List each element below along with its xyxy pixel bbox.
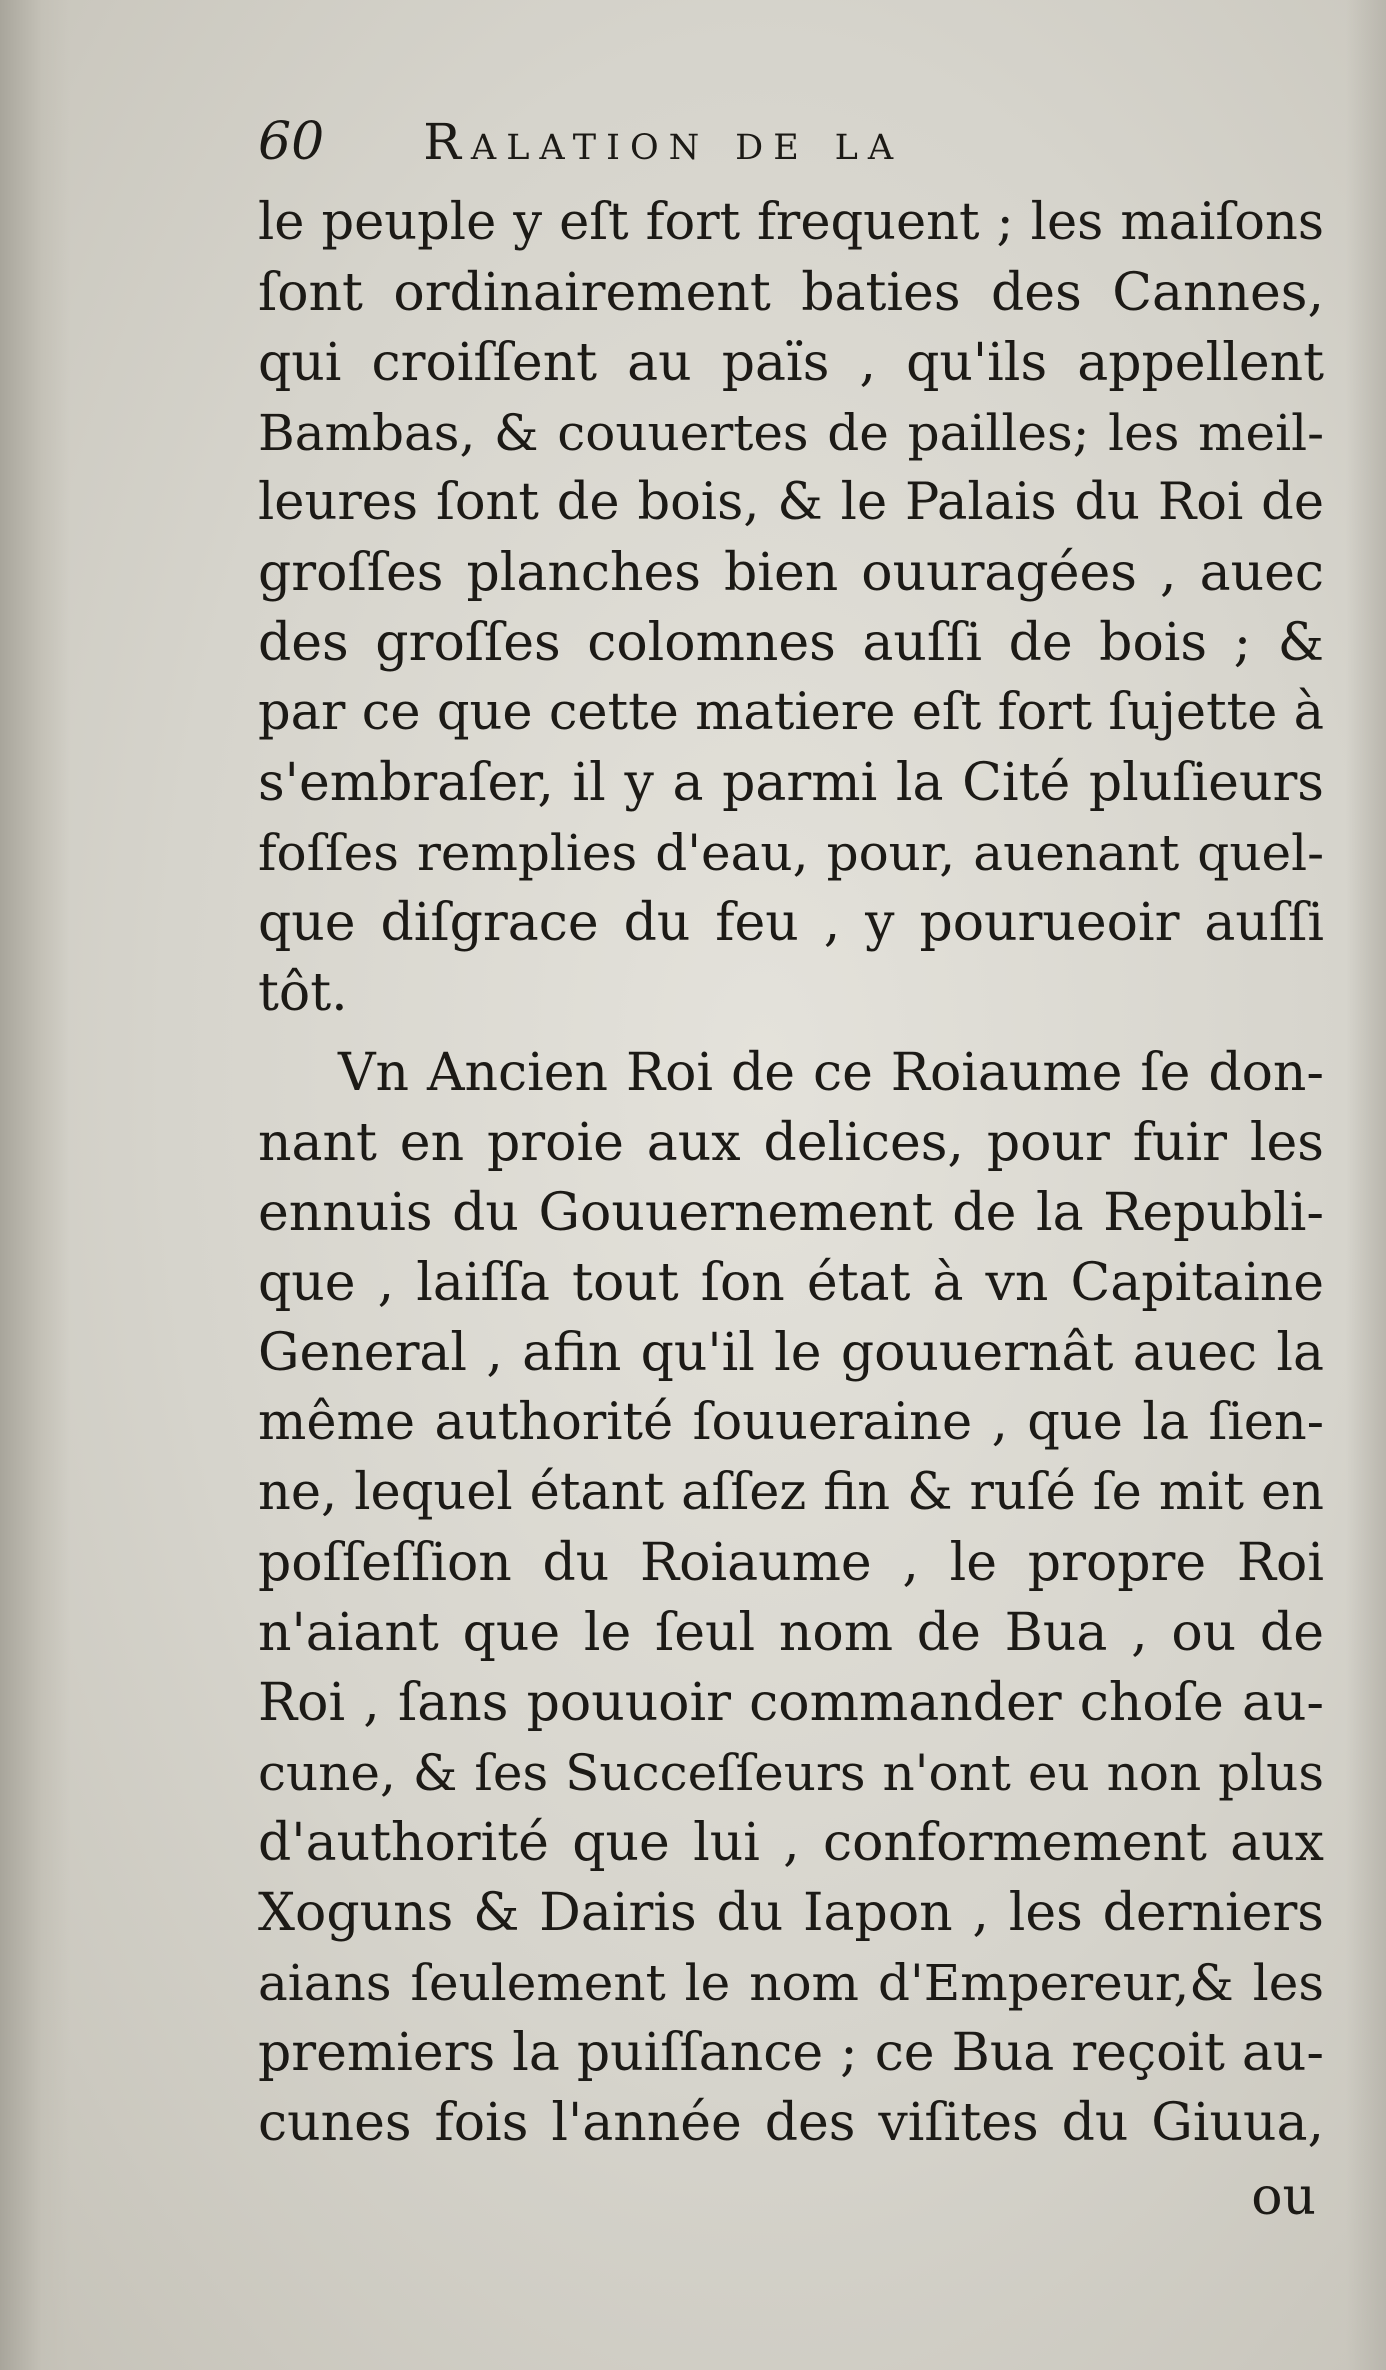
text-line: par ce que cette matiere eſt fort ſujette à — [258, 683, 1324, 742]
text-line: qui croiſſent au païs , qu'ils appellent — [258, 333, 1324, 393]
running-title: Ralation de la — [423, 113, 904, 171]
text-line: d'authorité que lui , conformement aux — [258, 1813, 1324, 1873]
text-line: aians ſeulement le nom d'Empereur,& les — [258, 1954, 1324, 2012]
text-line: ennuis du Gouuernement de la Republi- — [258, 1183, 1324, 1243]
text-line: Roi , ſans pouuoir commander choſe au- — [258, 1673, 1324, 1733]
text-line: le peuple y eſt fort frequent ; les maiſons — [258, 193, 1324, 252]
binding-shadow — [0, 0, 70, 2370]
text-line: groſſes planches bien ouuragées , auec — [258, 543, 1324, 603]
paragraph-gap — [258, 1028, 1324, 1038]
text-line: ſont ordinairement baties des Cannes, — [258, 263, 1324, 323]
text-line: tôt. — [258, 963, 348, 1023]
text-line: que , laiſſa tout ſon état à vn Capitaine — [258, 1253, 1324, 1313]
page-edge-shadow — [1346, 0, 1386, 2370]
body-text — [258, 188, 1324, 2158]
page-number: 60 — [258, 112, 325, 172]
paragraph-1 — [258, 188, 1324, 1028]
text-line: que diſgrace du feu , y pourueoir auſſi — [258, 893, 1324, 953]
text-line: Xoguns & Dairis du Iapon , les derniers — [258, 1883, 1324, 1943]
text-line: premiers la puiſſance ; ce Bua reçoit au- — [258, 2023, 1324, 2083]
text-line: cunes fois l'année des viſites du Giuua, — [258, 2093, 1324, 2153]
text-line: n'aiant que le ſeul nom de Bua , ou de — [258, 1603, 1324, 1663]
text-line: même authorité ſouueraine , que la ſien- — [258, 1393, 1324, 1452]
text-line: Vn Ancien Roi de ce Roiaume ſe don- — [338, 1043, 1324, 1103]
text-line: foſſes remplies d'eau, pour, auenant quel- — [258, 824, 1324, 882]
catchword: ou — [1251, 2167, 1316, 2227]
paragraph-2 — [258, 1038, 1324, 2158]
text-line: des groſſes colomnes auſſi de bois ; & — [258, 613, 1324, 673]
text-line: General , afin qu'il le gouuernât auec la — [258, 1323, 1324, 1383]
text-line: ne, lequel étant aſſez fin & ruſé ſe mit en — [258, 1463, 1324, 1522]
running-head — [258, 112, 1318, 172]
text-line: Bambas, & couuertes de pailles; les meil- — [258, 404, 1324, 462]
text-line: leures ſont de bois, & le Palais du Roi de — [258, 473, 1324, 532]
text-line: nant en proie aux delices, pour fuir les — [258, 1113, 1324, 1173]
text-line: poſſeſſion du Roiaume , le propre Roi — [258, 1533, 1324, 1593]
text-line: cune, & ſes Succeſſeurs n'ont eu non plus — [258, 1744, 1324, 1802]
text-line: s'embraſer, il y a parmi la Cité pluſieurs — [258, 753, 1324, 813]
